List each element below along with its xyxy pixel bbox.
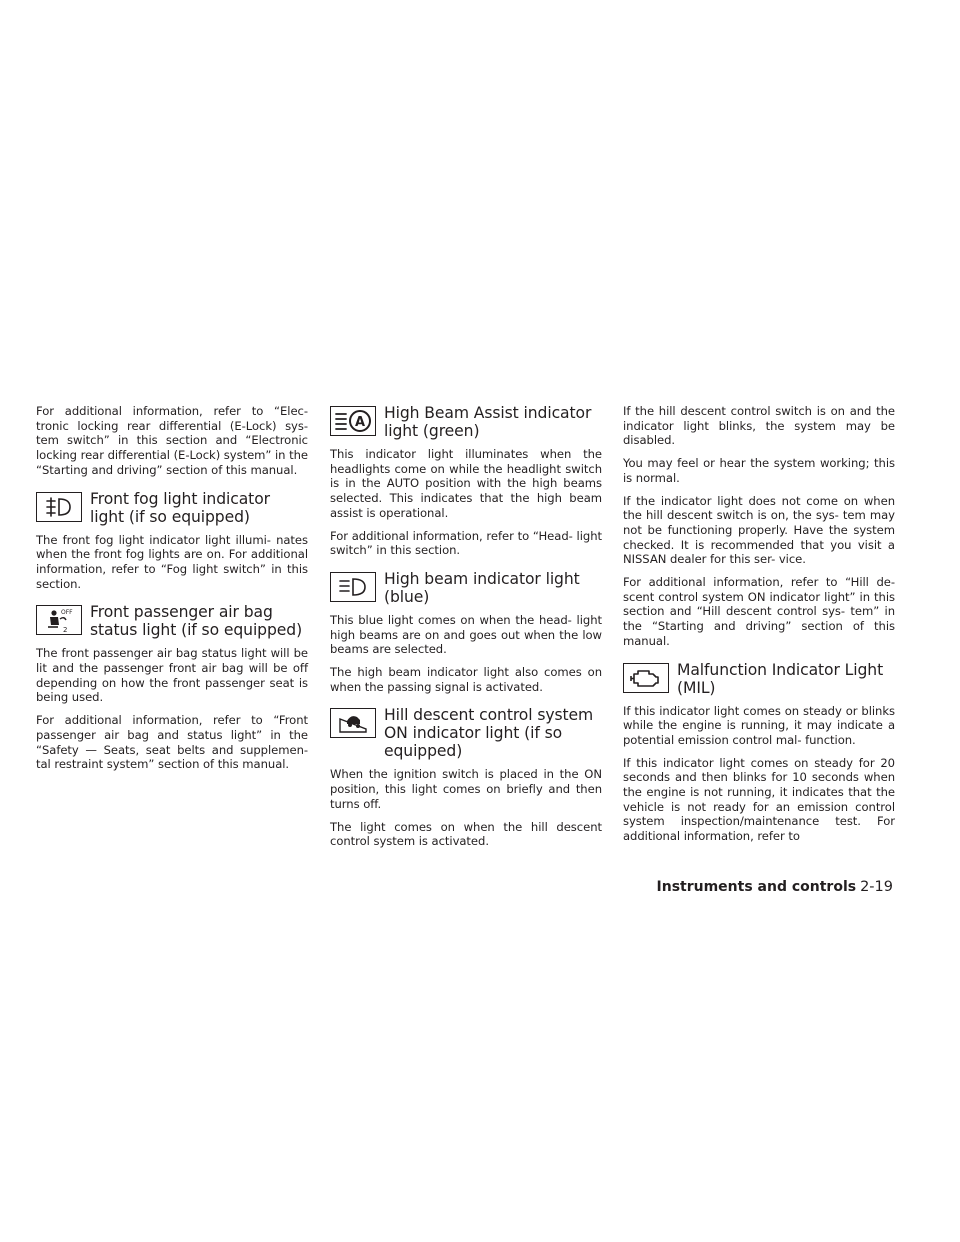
fog-light-body: The front fog light indicator light illumi- nates when the front fog lights are on. For additional information, refer to “Fog light switch” in this section.: [36, 532, 308, 591]
airbag-heading: [36, 603, 308, 639]
hdc-continued-p2: You may feel or hear the system working; this is normal.: [623, 456, 895, 485]
hba-body-2: For additional information, refer to “Head- light switch” in this section.: [330, 528, 602, 558]
hdc-body-1: When the ignition switch is placed in the ON position, this light comes on briefly and then turns off.: [330, 767, 602, 811]
hba-body-1: This indicator light illuminates when the headlights come on while the headlight switch is in the AUTO position with the high beams selected. This indicates that the high beam assist is operational.: [330, 447, 602, 520]
airbag-body-2: For additional information, refer to “Front passenger air bag and status light” in the “Safety — Seats, seat belts and supplemen- tal restraint system” section of this manual.: [36, 713, 308, 772]
hdc-heading: [330, 706, 602, 760]
hba-icon-letter: A: [354, 415, 366, 430]
page-footer: [657, 879, 893, 895]
airbag-icon-subscript: 2: [63, 626, 68, 634]
high-beam-body-1: This blue light comes on when the head- light high beams are on and goes out when the low beams are selected.: [330, 612, 602, 657]
mil-heading: [623, 661, 895, 697]
hdc-continued-p4: For additional information, refer to “Hill de- scent control system ON indicator light” in this section and “Hill descent control sys- tem” in the “Starting and driving” section of this manual.: [623, 575, 895, 648]
hba-title: High Beam Assist indicator light (green): [384, 404, 592, 440]
fog-light-heading: [36, 490, 308, 526]
section-name: Instruments and controls: [656, 879, 857, 895]
passenger-airbag-off-icon: [36, 605, 82, 635]
intro-paragraph: For additional information, refer to “Elec- tronic locking rear differential (E-Lock) sys- tem switch” in this section and “Electronic locking rear differential (E-Lock) system” in the “Starting and driving” section of this manual.: [36, 404, 308, 477]
column-3: [623, 404, 895, 852]
column-1: [36, 404, 308, 780]
fog-light-title: Front fog light indicator light (if so equipped): [90, 489, 270, 526]
airbag-title: Front passenger air bag status light (if so equipped): [90, 603, 303, 640]
front-fog-light-icon: [36, 492, 82, 522]
high-beam-heading: [330, 570, 602, 606]
hill-descent-control-icon: [330, 708, 376, 738]
high-beam-icon: [330, 572, 376, 602]
mil-body-1: If this indicator light comes on steady or blinks while the engine is running, it may indicate a potential emission control mal- function.: [623, 703, 895, 747]
airbag-icon-off-text: OFF: [61, 609, 73, 617]
hdc-continued-p3: If the indicator light does not come on when the hill descent switch is on, the sys- tem may not be functioning properly. Have the system checked. It is recommended that you visit a NISSAN dealer for this ser- vice.: [623, 493, 895, 567]
hba-heading: [330, 404, 602, 440]
column-2: [330, 404, 602, 857]
high-beam-body-2: The high beam indicator light also comes on when the passing signal is activated.: [330, 665, 602, 694]
hdc-body-2: The light comes on when the hill descent control system is activated.: [330, 819, 602, 849]
high-beam-title: High beam indicator light (blue): [384, 569, 580, 606]
hdc-title: Hill descent control system ON indicator light (if so equipped): [384, 706, 594, 761]
mil-title: Malfunction Indicator Light (MIL): [677, 660, 884, 697]
mil-body-2: If this indicator light comes on steady for 20 seconds and then blinks for 10 seconds when the engine is not running, it indicates that the vehicle is not ready for an emission control system inspection/maintenance test. For additional information, refer to: [623, 755, 895, 844]
check-engine-icon: [623, 663, 669, 693]
hdc-continued-p1: If the hill descent control switch is on and the indicator light blinks, the system may be disabled.: [623, 404, 895, 448]
airbag-body-1: The front passenger air bag status light will be lit and the passenger front air bag will be off depending on how the front passenger seat is being used.: [36, 646, 308, 705]
high-beam-assist-icon: [330, 406, 376, 436]
page-number: 2-19: [860, 879, 893, 895]
